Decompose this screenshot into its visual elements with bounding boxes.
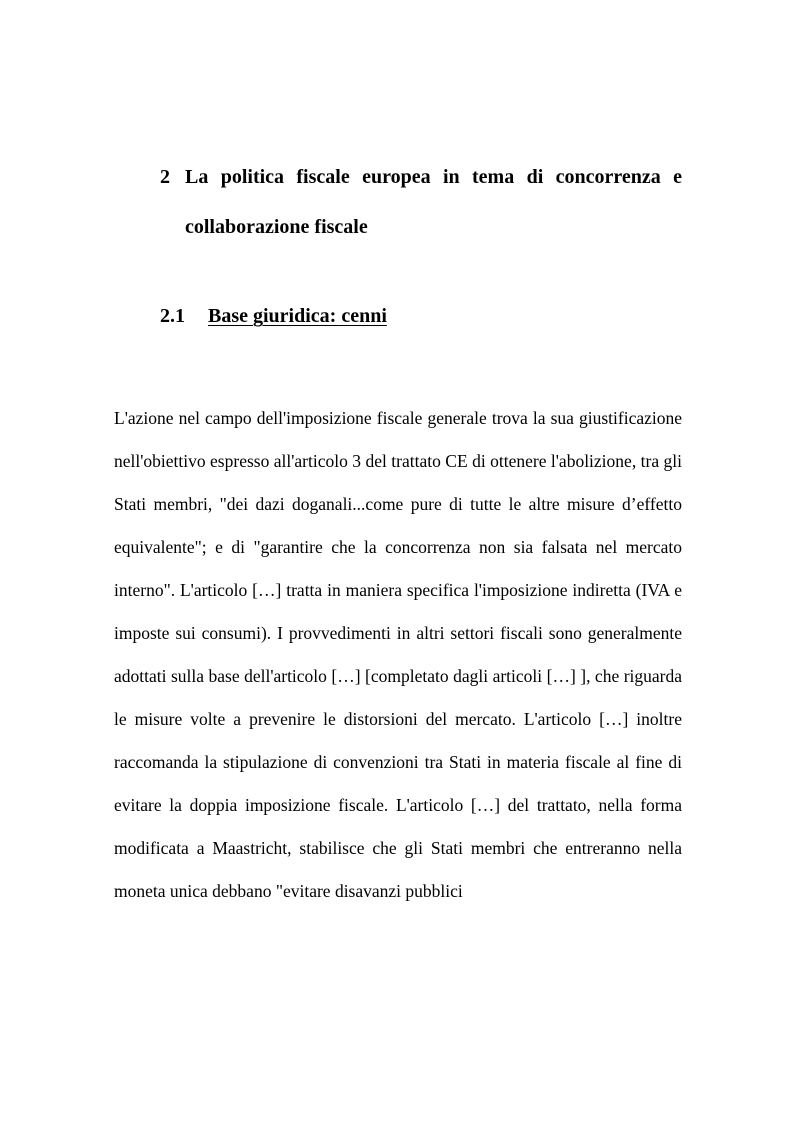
section-heading <box>160 301 387 331</box>
chapter-heading <box>160 152 682 252</box>
chapter-number: 2 <box>160 166 170 188</box>
body-paragraph: L'azione nel campo dell'imposizione fiscale generale trova la sua giustificazione nell'obiettivo espresso all'articolo 3 del trattato CE di ottenere l'abolizione, tra gli Stati membri, "dei dazi doganali...come pure di tutte le altre misure d’effetto equivalente"; e di "garantire che la concorrenza non sia falsata nel mercato interno". L'articolo […] tratta in maniera specifica l'imposizione indiretta (IVA e imposte sui consumi). I provvedimenti in altri settori fiscali sono generalmente adottati sulla base dell'articolo […] [completato dagli articoli […] ], che riguarda le misure volte a prevenire le distorsioni del mercato. L'articolo […] inoltre raccomanda la stipulazione di convenzioni tra Stati in materia fiscale al fine di evitare la doppia imposizione fiscale. L'articolo […] del trattato, nella forma modificata a Maastricht, stabilisce che gli Stati membri che entreranno nella moneta unica debbano "evitare disavanzi pubblici <box>114 408 682 901</box>
section-title: Base giuridica: cenni <box>208 305 387 327</box>
section-number: 2.1 <box>160 305 185 327</box>
chapter-title: La politica fiscale europea in tema di concorrenza e collaborazione fiscale <box>185 166 682 238</box>
